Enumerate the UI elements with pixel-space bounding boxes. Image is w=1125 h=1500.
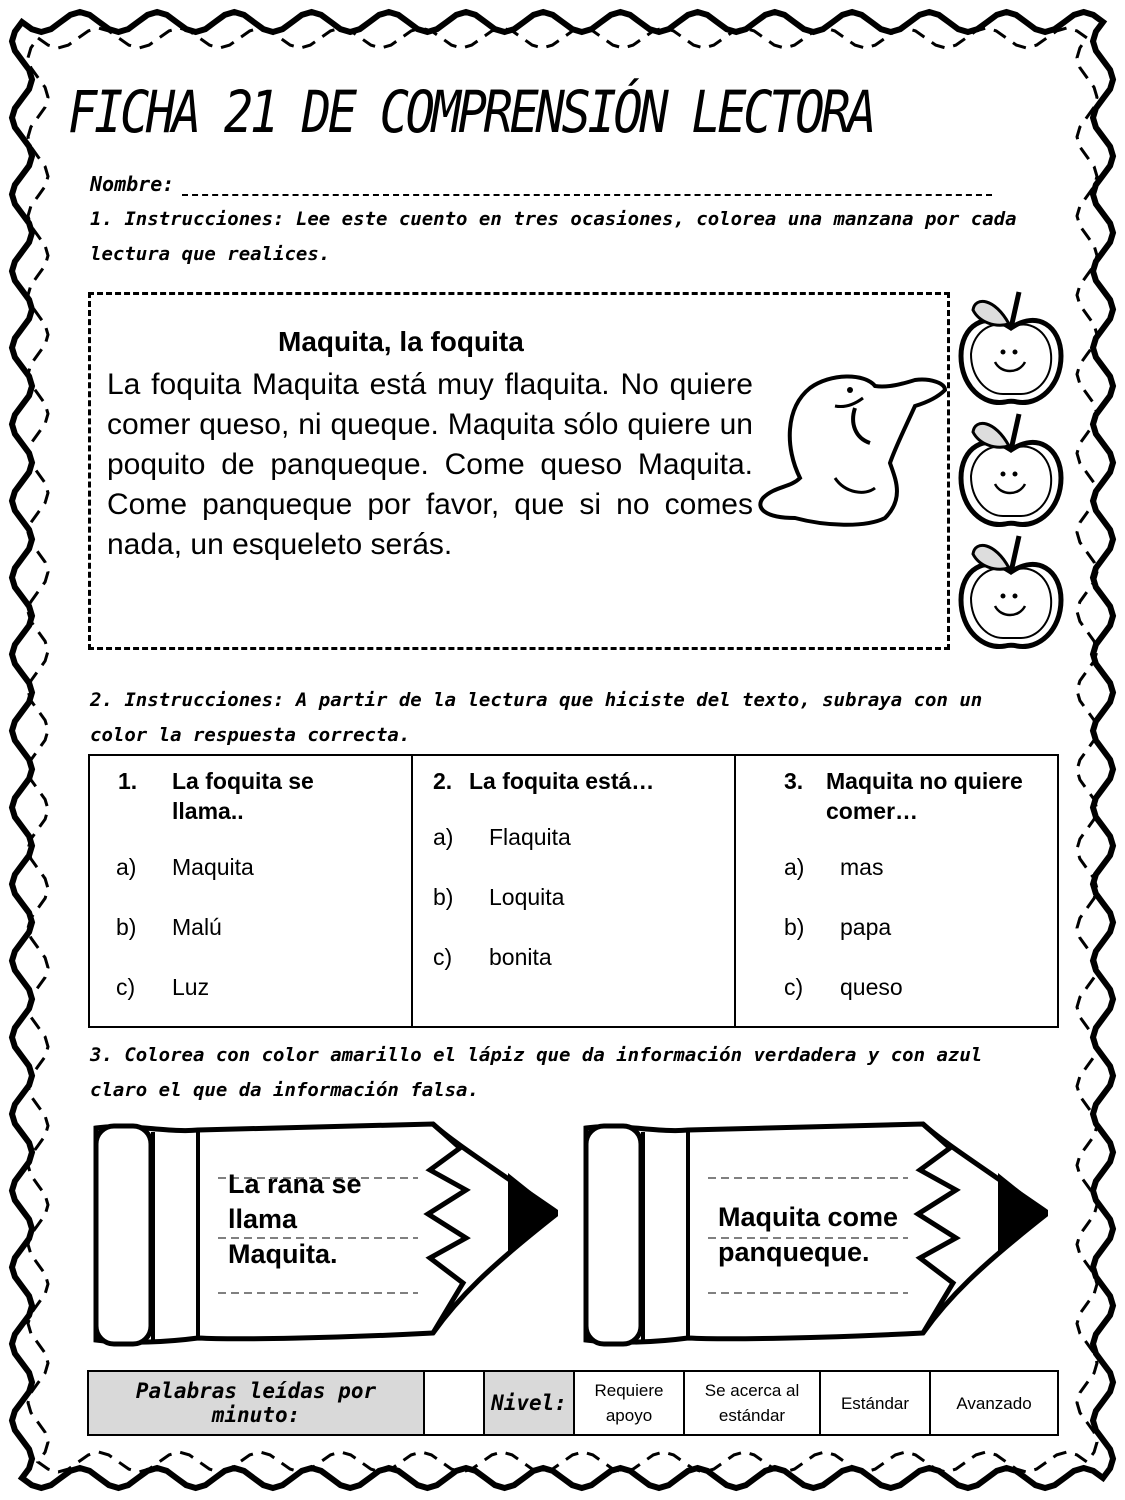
reading-level-table bbox=[87, 1370, 1059, 1436]
question-text: Maquita no quiere comer… bbox=[826, 768, 1023, 824]
words-per-minute-field[interactable] bbox=[425, 1372, 485, 1434]
option-b[interactable]: b) Loquita bbox=[433, 884, 565, 910]
option-a[interactable]: a) Flaquita bbox=[433, 824, 571, 850]
level-label: Nivel: bbox=[485, 1372, 575, 1434]
seal-illustration bbox=[755, 368, 950, 533]
option-a[interactable]: a) mas bbox=[784, 854, 884, 880]
question-number: 3. bbox=[784, 768, 804, 794]
level-requiere-apoyo[interactable]: Requiere apoyo bbox=[575, 1372, 685, 1434]
question-text: La foquita está… bbox=[469, 768, 655, 794]
apple-icon[interactable] bbox=[955, 532, 1067, 654]
story-title: Maquita, la foquita bbox=[278, 326, 524, 357]
level-avanzado[interactable]: Avanzado bbox=[956, 1393, 1032, 1413]
instruction-3: 3. Colorea con color amarillo el lápiz que da información verdadera y con azul claro el que da información falsa. bbox=[90, 1044, 983, 1101]
questions-table bbox=[88, 754, 1059, 1028]
name-label: Nombre: bbox=[90, 172, 175, 196]
instruction-2: 2. Instrucciones: A partir de la lectura que hiciste del texto, subraya con un color la respuesta correcta. bbox=[90, 689, 983, 746]
question-2 bbox=[413, 756, 736, 1026]
pencil-2-text: Maquita come panqueque. bbox=[718, 1202, 899, 1267]
question-1 bbox=[90, 756, 413, 1026]
apple-icon[interactable] bbox=[955, 288, 1067, 410]
option-b[interactable]: b) papa bbox=[784, 914, 892, 940]
option-c[interactable]: c) bonita bbox=[433, 944, 552, 970]
story-text: La foquita Maquita está muy flaquita. No quiere comer queso, ni queque. Maquita sólo quiere un poquito de panqueque. Come queso Maquita. Come panqueque por favor, que si no comes nada, un esqueleto serás. bbox=[107, 368, 753, 561]
instruction-1: 1. Instrucciones: Lee este cuento en tres ocasiones, colorea una manzana por cada lectura que realices. bbox=[90, 208, 1017, 265]
question-3 bbox=[736, 756, 1057, 1026]
page-title: FICHA 21 DE COMPRENSIÓN LECTORA bbox=[68, 78, 874, 146]
pencil-1-text: La rana se llama Maquita. bbox=[228, 1169, 362, 1269]
level-estandar[interactable]: Estándar bbox=[821, 1372, 931, 1434]
option-b[interactable]: b) Malú bbox=[116, 914, 222, 940]
question-number: 2. bbox=[433, 768, 453, 794]
option-c[interactable]: c) queso bbox=[784, 974, 903, 1000]
level-se-acerca[interactable]: Se acerca al estándar bbox=[685, 1372, 821, 1434]
question-text: La foquita se llama.. bbox=[172, 768, 314, 824]
apple-icon[interactable] bbox=[955, 410, 1067, 532]
question-number: 1. bbox=[118, 768, 138, 794]
name-underline bbox=[182, 176, 992, 196]
option-a[interactable]: a) Maquita bbox=[116, 854, 254, 880]
words-per-minute-label: Palabras leídas por minuto: bbox=[89, 1372, 425, 1434]
name-field[interactable] bbox=[90, 172, 992, 196]
option-c[interactable]: c) Luz bbox=[116, 974, 210, 1000]
